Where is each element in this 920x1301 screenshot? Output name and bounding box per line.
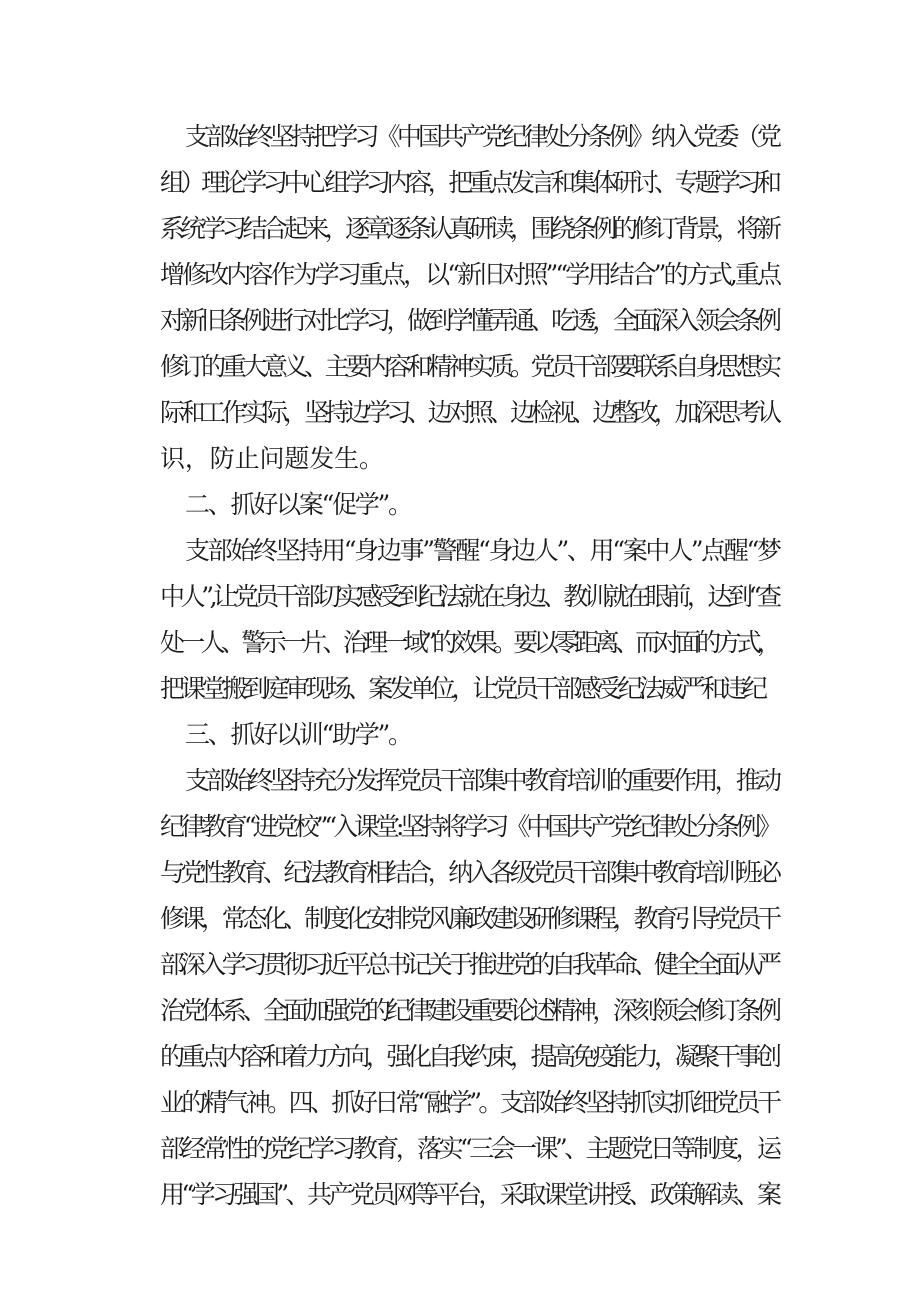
text-line-content: 的重点内容和着力方向，强化自我约束，提高免疫能力，凝聚干事创: [160, 1042, 778, 1071]
text-line-content: 增修改内容作为学习重点，以“新旧对照”“学用结合”的方式,重点: [160, 260, 780, 289]
text-line-content: 业的精气神。四、抓好日常“融学”。支部始终坚持抓实抓细党员干: [160, 1088, 779, 1117]
text-line-content: 识，防止问题发生。: [160, 444, 384, 473]
text-line-content: 修订的重大意义、主要内容和精神实质。党员干部要联系自身思想实: [160, 352, 778, 381]
text-line-content: 对新旧条例进行对比学习，做到学懂弄通、吃透，全面深入领会条例: [160, 306, 778, 335]
text-line: [0, 1129, 920, 1169]
text-line-content: 处一人、警示一片、治理一域”的效果。要以零距离、而对面的方式，: [160, 628, 778, 657]
text-line: [0, 669, 920, 709]
text-line: [0, 393, 920, 433]
text-line: [0, 117, 920, 157]
text-line-content: 二、抓好以案“促学”。: [185, 490, 411, 519]
text-line: [0, 1083, 920, 1123]
text-line: [0, 761, 920, 801]
text-line: [0, 255, 920, 295]
text-line: [0, 715, 920, 755]
text-line: [0, 439, 920, 479]
text-line-content: 支部始终坚持把学习《中国共产党纪律处分条例》纳入党委（党: [185, 122, 779, 151]
text-line-content: 部深入学习贯彻习近平总书记关于推进党的自我革命、健全全面从严: [160, 950, 778, 979]
text-line-content: 修课，常态化、制度化安排党风廉政建设研修课程，教育引导党员干: [160, 904, 778, 933]
text-line: [0, 807, 920, 847]
text-line-content: 支部始终坚持用“身边事”警醒“身边人”、用“案中人”点醒“梦: [185, 536, 780, 565]
text-line-content: 支部始终坚持充分发挥党员干部集中教育培训的重要作用，推动: [185, 766, 779, 795]
text-line-content: 三、抓好以训“助学”。: [185, 720, 411, 749]
text-line: [0, 347, 920, 387]
text-line: [0, 301, 920, 341]
text-line: [0, 945, 920, 985]
text-line-content: 纪律教育“进党校”“入课堂:坚持将学习《中国共产党纪律处分条例》: [160, 812, 778, 841]
text-line-content: 把课堂搬到庭审现场、案发单位，让党员干部感受纪法威严和违纪: [160, 674, 764, 703]
text-line: [0, 163, 920, 203]
text-line-content: 系统学习结合起来，逐章逐条认真研读，围绕条例的修订背景，将新: [160, 214, 778, 243]
text-line-content: 中人”,让党员干部切实感受到纪法就在身边、教训就在眼前，达到“查: [160, 582, 778, 611]
text-line-content: 与党性教育、纪法教育相结合，纳入各级党员干部集中教育培训班必: [160, 858, 778, 887]
text-line-content: 组）理论学习中心组学习内容，把重点发言和集体研讨、专题学习和: [160, 168, 778, 197]
text-line-content: 际和工作实际，坚持边学习、边对照、边检视、边整改，加深思考认: [160, 398, 778, 427]
text-line: [0, 209, 920, 249]
text-line: [0, 853, 920, 893]
text-line: [0, 485, 920, 525]
text-line: [0, 623, 920, 663]
text-line: [0, 577, 920, 617]
text-line: [0, 991, 920, 1031]
text-line: [0, 1175, 920, 1215]
text-line-content: 用“学习强国”、共产党员网等平台，采取课堂讲授、政策解读、案: [160, 1180, 779, 1209]
text-line: [0, 531, 920, 571]
text-line: [0, 1037, 920, 1077]
text-line: [0, 899, 920, 939]
text-line-content: 部经常性的党纪学习教育，落实“三会一课”、主题党日等制度，运: [160, 1134, 779, 1163]
text-line-content: 治党体系、全面加强党的纪律建设重要论述精神，深刻领会修订条例: [160, 996, 778, 1025]
